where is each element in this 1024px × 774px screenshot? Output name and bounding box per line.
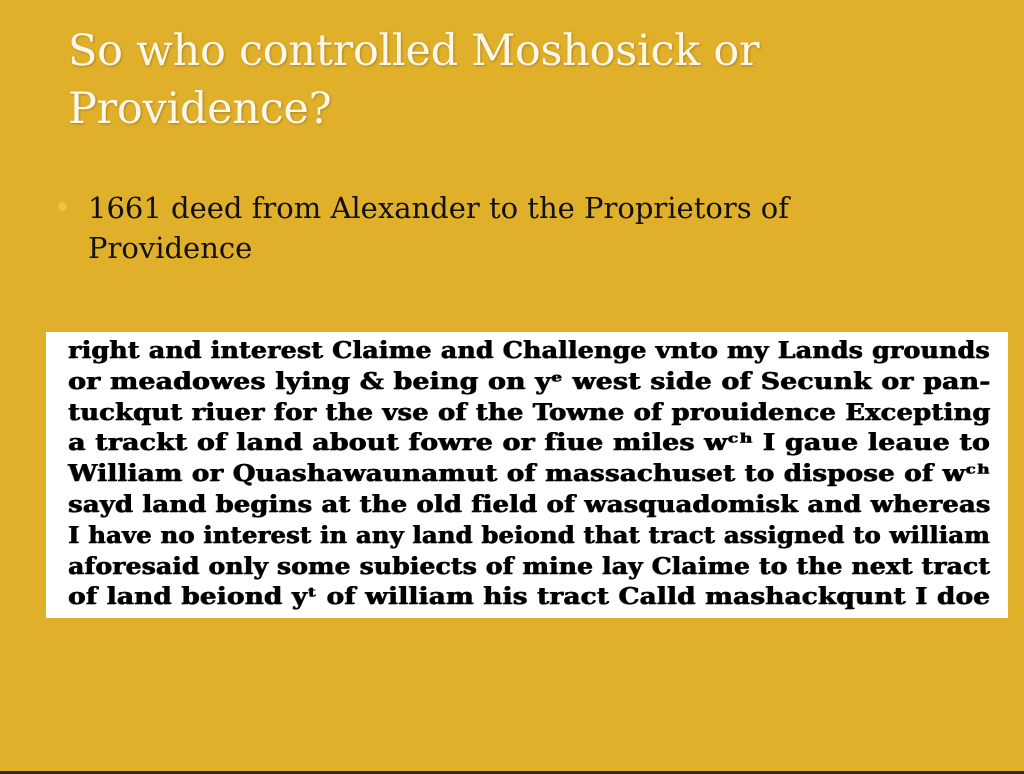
slide-title: So who controlled Moshosick or Providence?	[68, 26, 760, 134]
deed-line: I have no interest in any land beiond that tract assigned to william	[68, 521, 990, 549]
deed-line: a trackt of land about fowre or fiue miles wᶜʰ I gaue leaue to	[68, 429, 990, 457]
bullet-item	[56, 188, 916, 268]
bullet-dot-icon	[58, 202, 67, 211]
deed-line: or meadowes lying & being on yᵉ west side of Secunk or pan-	[68, 367, 991, 395]
deed-line: William or Quashawaunamut of massachuset to dispose of wᶜʰ	[68, 460, 991, 488]
deed-line: tuckqut riuer for the vse of the Towne of prouidence Excepting	[68, 398, 991, 426]
deed-line: aforesaid only some subiects of mine lay Claime to the next tract	[68, 552, 990, 580]
deed-excerpt-image	[46, 332, 1008, 618]
deed-line: right and interest Claime and Challenge vnto my Lands grounds	[68, 337, 990, 364]
deed-line: of land beiond yᵗ of william his tract Calld mashackqunt I doe	[68, 583, 991, 611]
bullet-list	[56, 188, 916, 268]
bullet-text: 1661 deed from Alexander to the Proprietors of Providence	[88, 191, 789, 265]
deed-line: sayd land begins at the old field of wasquadomisk and whereas	[68, 490, 991, 518]
